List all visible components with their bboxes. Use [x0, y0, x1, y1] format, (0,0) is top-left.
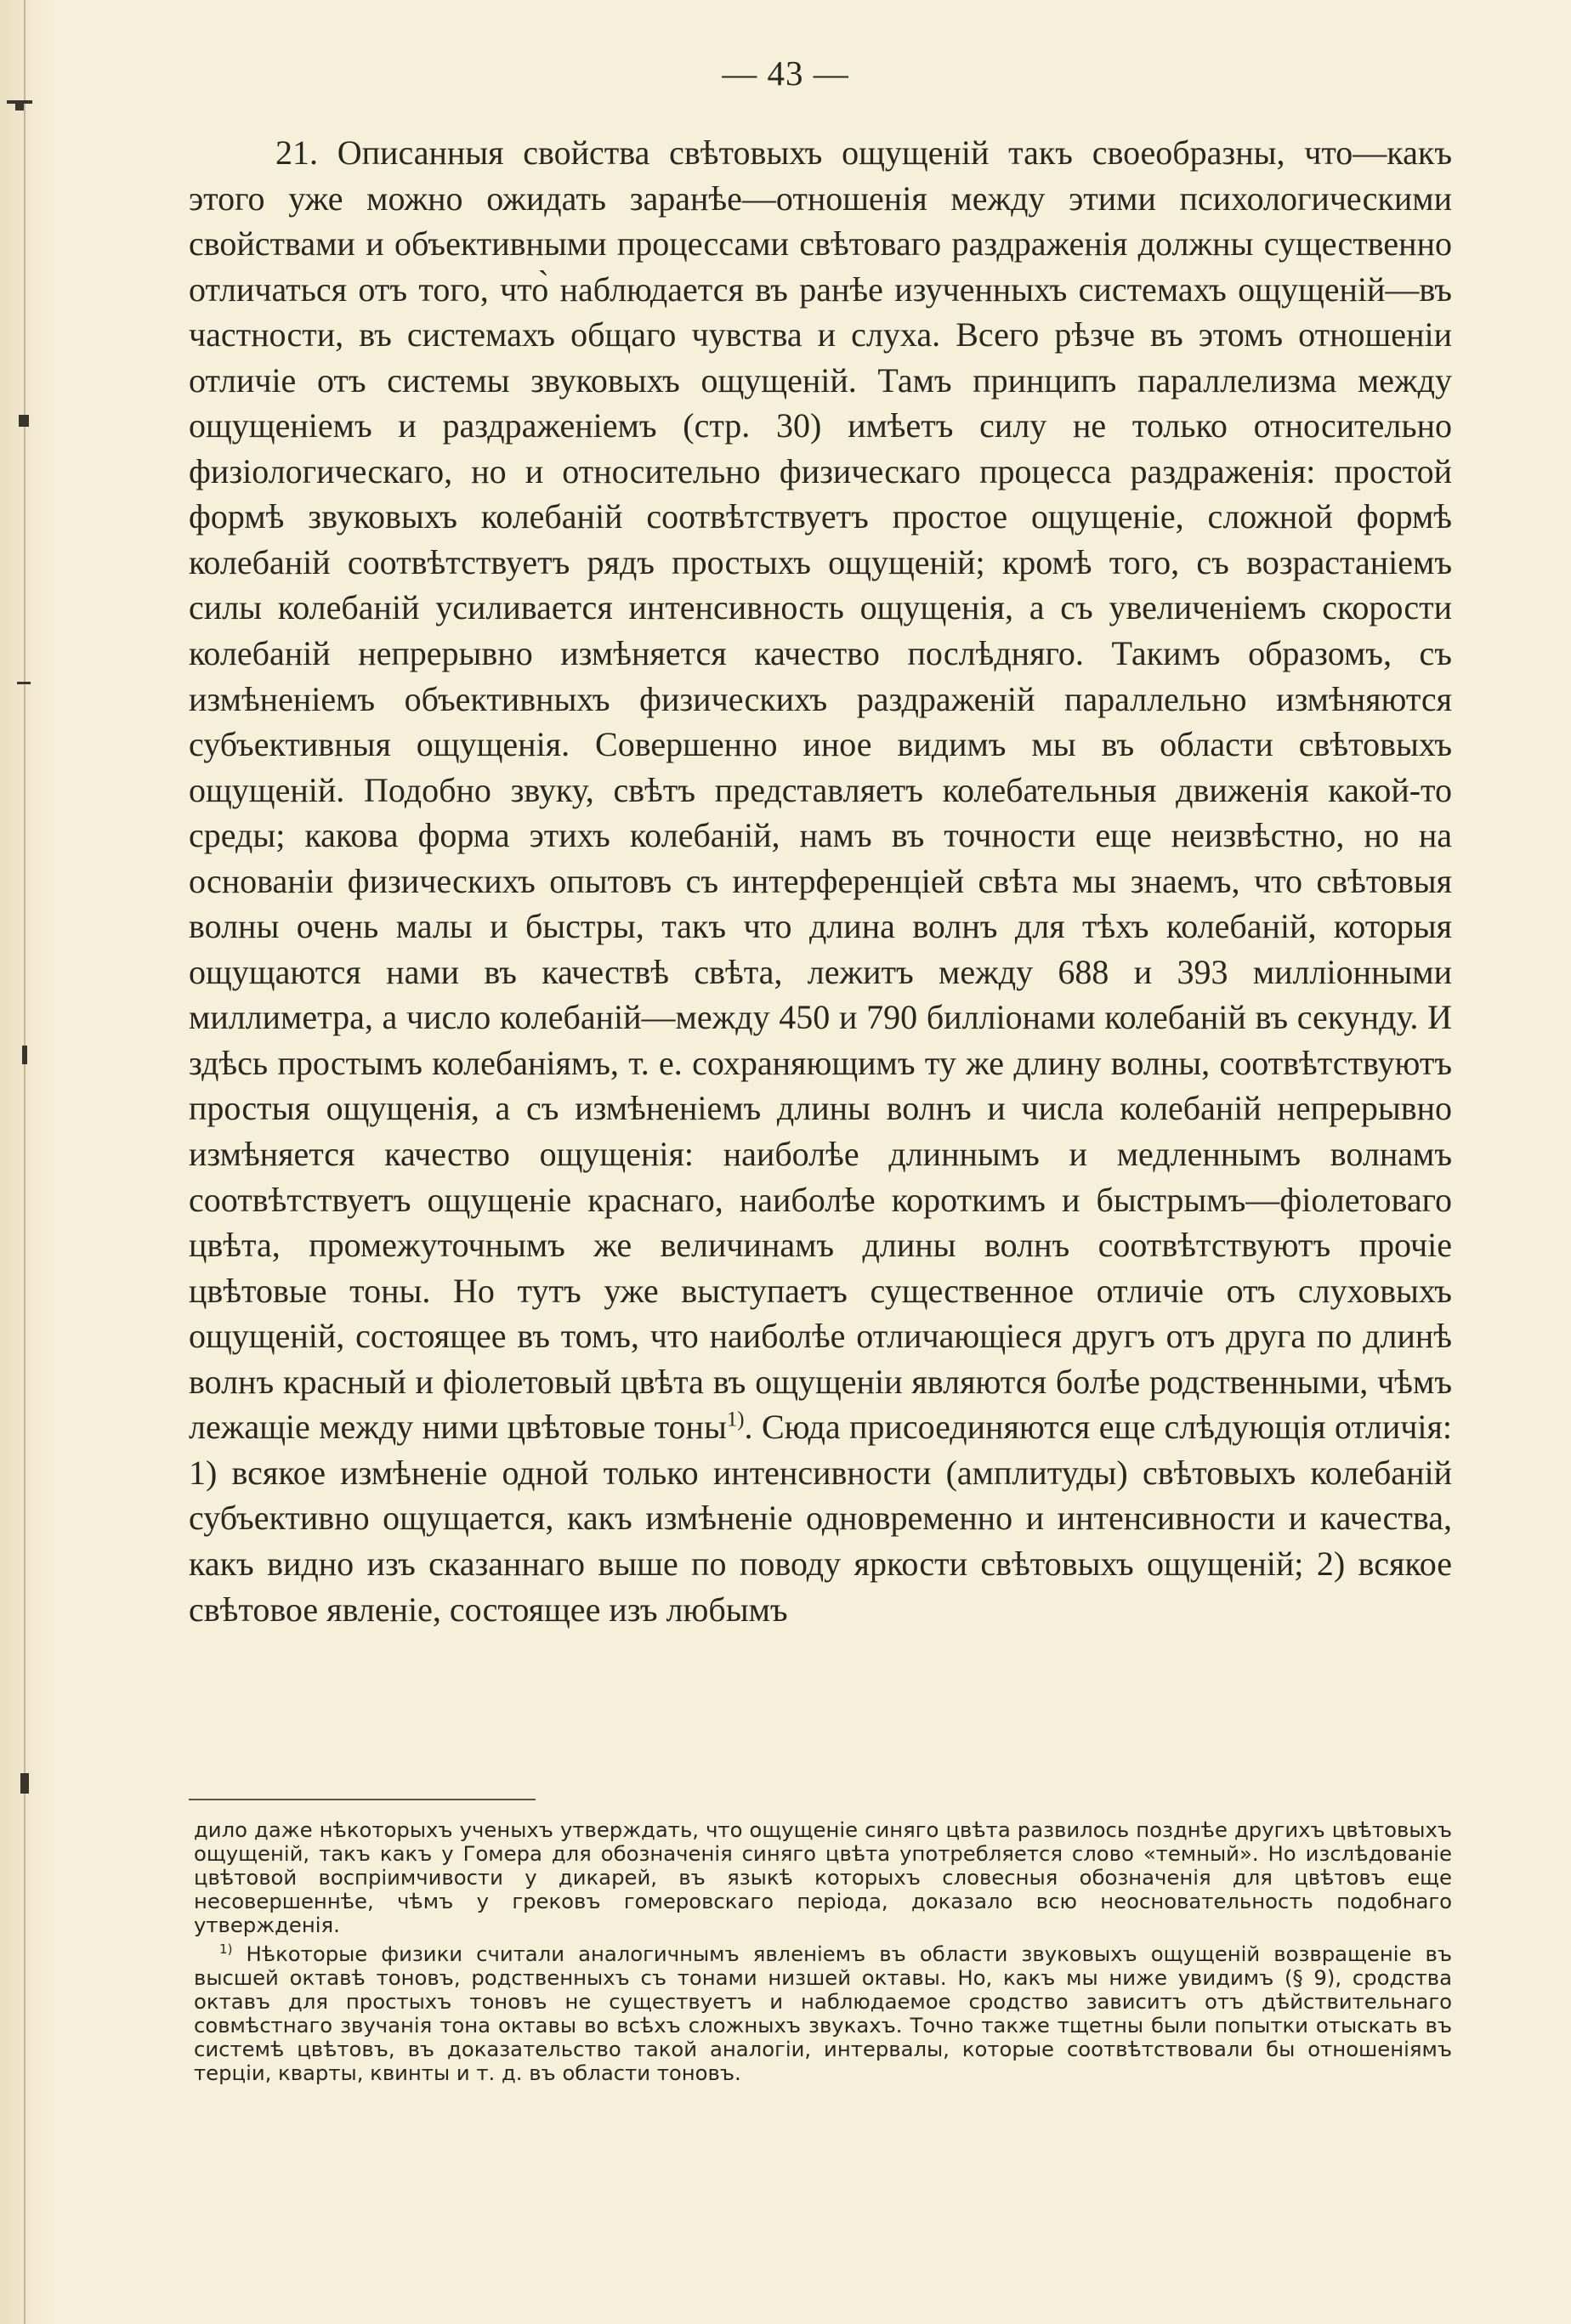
footnotes	[194, 1818, 1452, 2085]
binding-mark	[17, 682, 31, 684]
section-number: 21.	[275, 133, 318, 172]
footnote-continued: дило даже нѣкоторыхъ ученыхъ утверждать, что ощущеніе синяго цвѣта развилось позднѣе другихъ цвѣтовыхъ ощущеній, такъ какъ у Гомера для обозначенія синяго цвѣта употребляется слово «темный». Но изслѣдованіе цвѣтовой воспріимчивости у дикарей, въ языкѣ которыхъ словесныя обозначенія для цвѣтовъ еще несовершеннѣе, чѣмъ у грековъ гомеровскаго періода, доказало всю неосновательность подобнаго утвержденія.	[194, 1817, 1452, 1937]
binding-line	[24, 0, 26, 2324]
footnote-1-marker: 1)	[219, 1941, 233, 1957]
page-binding-edge	[0, 0, 53, 2324]
footnote-reference: 1)	[726, 1408, 745, 1431]
binding-mark	[19, 415, 29, 427]
footnote-1-text: Нѣкоторые физики считали аналогичнымъ явленіемъ въ области звуковыхъ ощущеній возвращеніе въ высшей октавѣ тоновъ, родственныхъ съ тонами низшей октавы. Но, какъ мы ниже увидимъ (§ 9), сродства октавъ для простыхъ тоновъ не существуетъ и наблюдаемое сродство зависитъ отъ дѣйствительнаго совмѣстнаго звучанія тона октавы во всѣхъ сложныхъ звукахъ. Точно также тщетны были попытки отыскать въ системѣ цвѣтовъ, въ доказательство такой аналогіи, интервалы, которые соотвѣтствовали бы отношеніямъ терціи, кварты, квинты и т. д. въ области тоновъ.	[194, 1941, 1452, 2085]
footnote-separator	[189, 1799, 536, 1800]
page-number: — 43 —	[722, 54, 849, 93]
binding-mark	[22, 1046, 27, 1064]
paragraph-text: Описанныя свойства свѣтовыхъ ощущеній такъ своеобразны, что—какъ этого уже можно ожидать заранѣе—отношенія между этими психологическими свойствами и объективными процессами свѣтоваго раздраженія должны существенно отличаться отъ того, что̀ наблюдается въ ранѣе изученныхъ системахъ ощущеній—въ частности, въ системахъ общаго чувства и слуха. Всего рѣзче въ этомъ отношеніи отличіе отъ системы звуковыхъ ощущеній. Тамъ принципъ параллелизма между ощущеніемъ и раздраженіемъ (стр. 30) имѣетъ силу не только относительно физіологическаго, но и относительно физическаго процесса раздраженія: простой формѣ звуковыхъ колебаній соотвѣтствуетъ простое ощущеніе, сложной формѣ колебаній соотвѣтствуетъ рядъ простыхъ ощущеній; кромѣ того, съ возрастаніемъ силы колебаній усиливается интенсивность ощущенія, а съ увеличеніемъ скорости колебаній непрерывно измѣняется качество послѣдняго. Такимъ образомъ, съ измѣненіемъ объективныхъ физическихъ раздраженій параллельно измѣняются субъективныя ощущенія. Совершенно иное видимъ мы въ области свѣтовыхъ ощущеній. Подобно звуку, свѣтъ представляетъ колебательныя движенія какой-то среды; какова форма этихъ колебаній, намъ въ точности еще неизвѣстно, но на основаніи физическихъ опытовъ съ интерференціей свѣта мы знаемъ, что свѣтовыя волны очень малы и быстры, такъ что длина волнъ для тѣхъ колебаній, которыя ощущаются нами въ качествѣ свѣта, лежитъ между 688 и 393 милліонными миллиметра, а число колебаній—между 450 и 790 билліонами колебаній въ секунду. И здѣсь простымъ колебаніямъ, т. е. сохраняющимъ ту же длину волны, соотвѣтствуютъ простыя ощущенія, а съ измѣненіемъ длины волнъ и числа колебаній непрерывно измѣняется качество ощущенія: наиболѣе длиннымъ и медленнымъ волнамъ соотвѣтствуетъ ощущеніе краснаго, наиболѣе короткимъ и быстрымъ—фіолетоваго цвѣта, промежуточнымъ же величинамъ длины волнъ соотвѣтствуютъ прочіе цвѣтовые тоны. Но тутъ уже выступаетъ существенное отличіе отъ слуховыхъ ощущеній, состоящее въ томъ, что наиболѣе отличающіеся другъ отъ друга по длинѣ волнъ красный и фіолетовый цвѣта въ ощущеніи являются болѣе родственными, чѣмъ лежащіе между ними цвѣтовые тоны	[189, 133, 1453, 1447]
footnote-1	[194, 1942, 1452, 2085]
binding-mark	[20, 1773, 29, 1794]
binding-mark	[15, 104, 24, 111]
section-paragraph	[189, 130, 1452, 1632]
paragraph-text-continued: . Сюда присоединяются еще слѣдующія отличія: 1) всякое измѣненіе одной только интенсивности (амплитуды) свѣтовыхъ колебаній субъективно ощущается, какъ измѣненіе одновременно и интенсивности и качества, какъ видно изъ сказаннаго выше по поводу яркости свѣтовыхъ ощущеній; 2) всякое свѣтовое явленіе, состоящее изъ любымъ	[189, 1408, 1453, 1629]
main-text	[189, 130, 1452, 1632]
